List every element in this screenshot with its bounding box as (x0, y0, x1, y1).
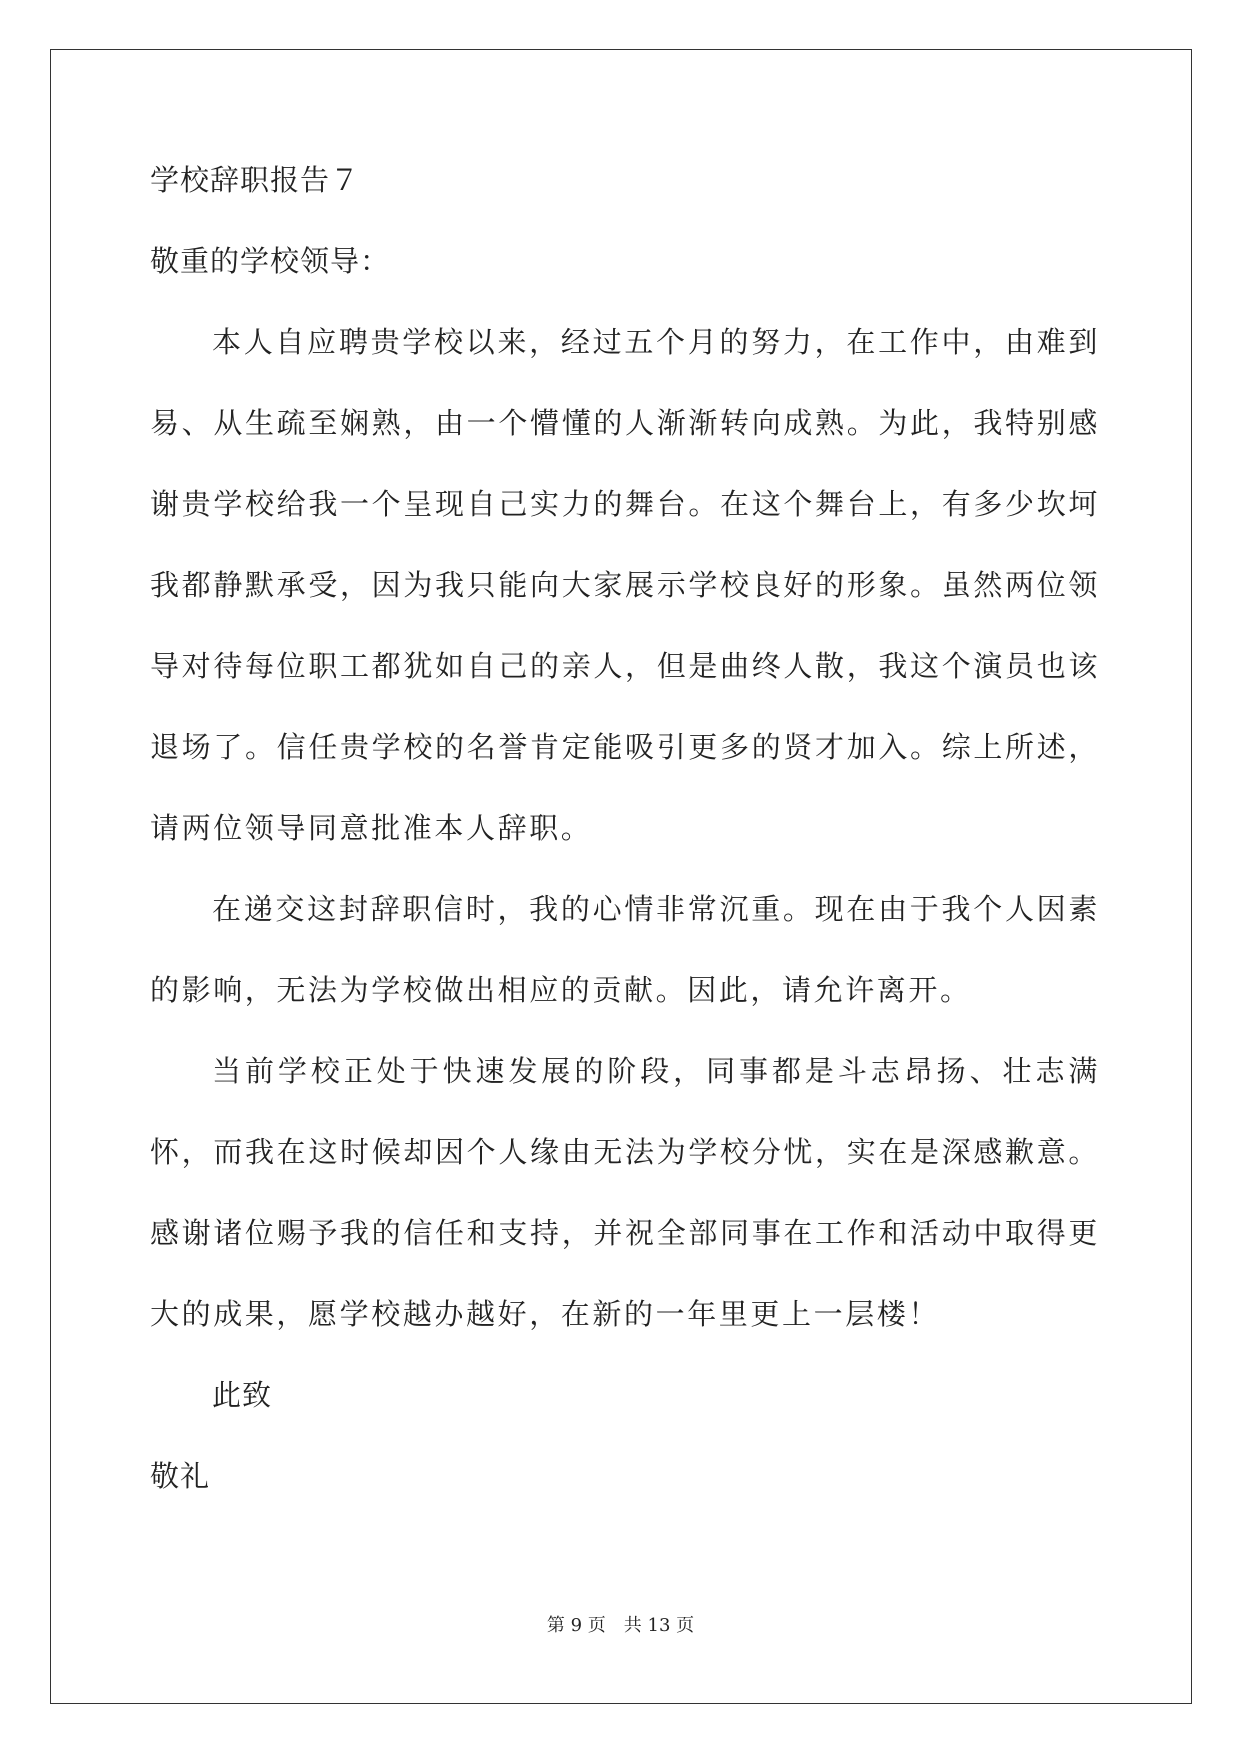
closing-phrase: 此致 (212, 1378, 273, 1412)
paragraph-3: 当前学校正处于快速发展的阶段，同事都是斗志昂扬、壮志满怀，而我在这时候却因个人缘由无法为学校分忧，实在是深感歉意。感谢诸位赐予我的信任和支持，并祝全部同事在工作和活动中取得更大的成果，愿学校越办越好，在新的一年里更上一层楼！ (150, 1054, 1100, 1331)
paragraph-2: 在递交这封辞职信时，我的心情非常沉重。现在由于我个人因素的影响，无法为学校做出相应的贡献。因此，请允许离开。 (150, 892, 1100, 1007)
page-number-footer: 第 9 页 共 13 页 (546, 1615, 695, 1636)
document-body (150, 160, 1100, 1517)
regards-phrase: 敬礼 (150, 1459, 211, 1493)
paragraph-1: 本人自应聘贵学校以来，经过五个月的努力，在工作中，由难到易、从生疏至娴熟，由一个懵懂的人渐渐转向成熟。为此，我特别感谢贵学校给我一个呈现自己实力的舞台。在这个舞台上，有多少坎坷我都静默承受，因为我只能向大家展示学校良好的形象。虽然两位领导对待每位职工都犹如自己的亲人，但是曲终人散，我这个演员也该退场了。信任贵学校的名誉肯定能吸引更多的贤才加入。综上所述，请两位领导同意批准本人辞职。 (150, 325, 1100, 845)
salutation: 敬重的学校领导： (150, 244, 391, 278)
document-title: 学校辞职报告７ (150, 163, 361, 197)
